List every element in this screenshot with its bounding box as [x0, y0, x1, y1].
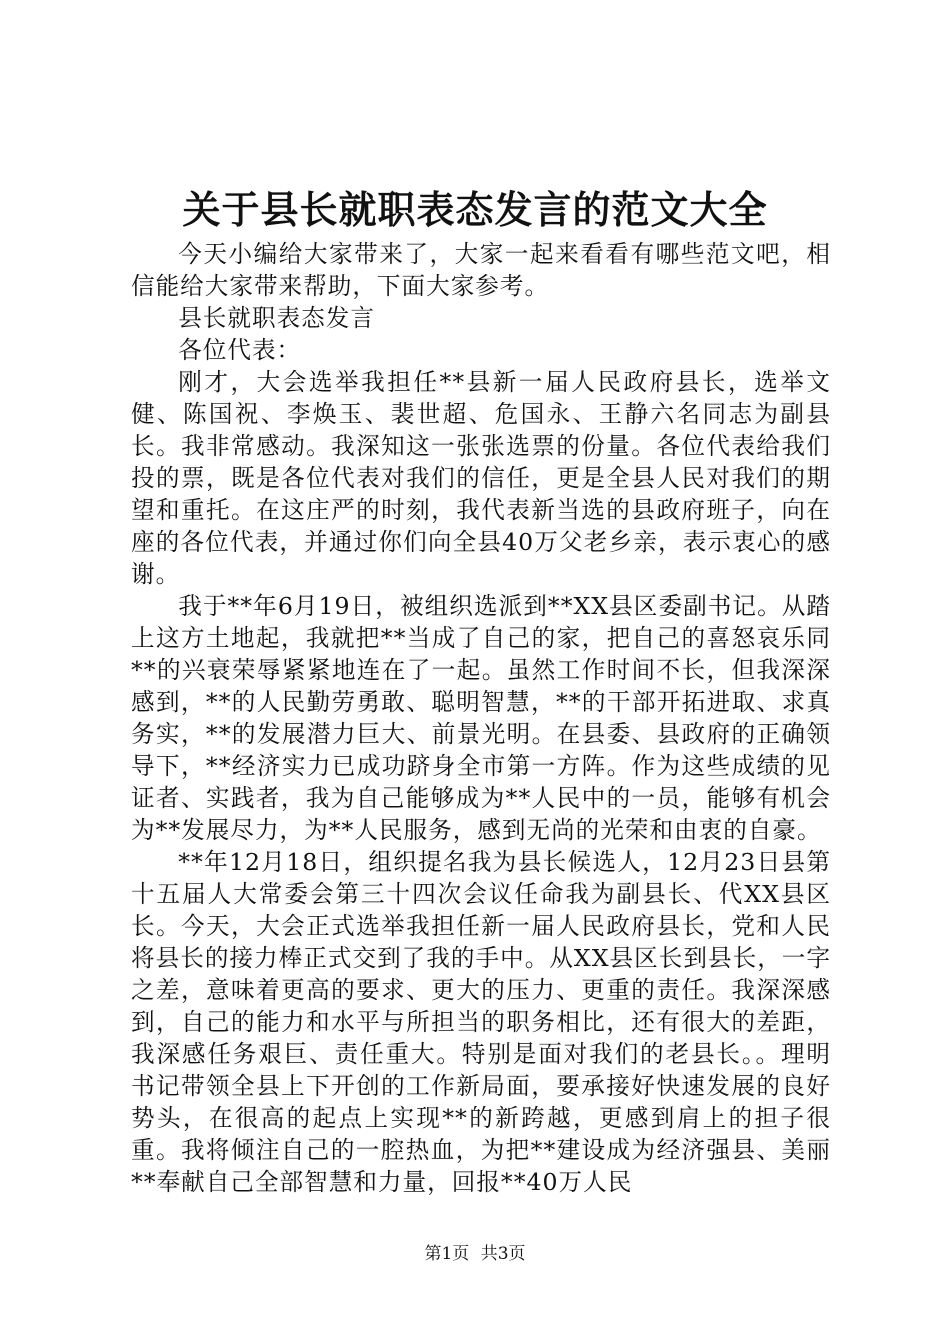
page-footer [0, 1242, 950, 1266]
document-title: 关于县长就职表态发言的范文大全 [182, 187, 768, 232]
page-number: 第1页 [424, 1244, 470, 1264]
section-heading: 县长就职表态发言 [178, 304, 375, 332]
body-paragraph: 刚才，大会选举我担任**县新一届人民政府县长，选举文健、陈国祝、李焕玉、裴世超、危国永、王静六名同志为副县长。我非常感动。我深知这一张张选票的份量。各位代表给我们投的票，既是各位代表对我们的信任，更是全县人民对我们的期望和重托。在这庄严的时刻，我代表新当选的县政府班子，向在座的各位代表，并通过你们向全县40万父老乡亲，表示衷心的感谢。 [131, 368, 831, 588]
page-total: 共3页 [480, 1244, 526, 1264]
body-paragraph: **年12月18日，组织提名我为县长候选人，12月23日县第十五届人大常委会第三十四次会议任命我为副县长、代XX县区长。今天，大会正式选举我担任新一届人民政府县长，党和人民将县长的接力棒正式交到了我的手中。从XX县区长到县长，一字之差，意味着更高的要求、更大的压力、更重的责任。我深深感到，自己的能力和水平与所担当的职务相比，还有很大的差距，我深感任务艰巨、责任重大。特别是面对我们的老县长。。理明书记带领全县上下开创的工作新局面，要承接好快速发展的良好势头，在很高的起点上实现**的新跨越，更感到肩上的担子很重。我将倾注自己的一腔热血，为把**建设成为经济强县、美丽**奉献自己全部智慧和力量，回报**40万人民 [131, 848, 831, 1196]
body-paragraph: 我于**年6月19日，被组织选派到**XX县区委副书记。从踏上这方土地起，我就把**当成了自己的家，把自己的喜怒哀乐同**的兴衰荣辱紧紧地连在了一起。虽然工作时间不长，但我深深感到，**的人民勤劳勇敢、聪明智慧，**的干部开拓进取、求真务实，**的发展潜力巨大、前景光明。在县委、县政府的正确领导下，**经济实力已成功跻身全市第一方阵。作为这些成绩的见证者、实践者，我为自己能够成为**人民中的一员，能够有机会为**发展尽力，为**人民服务，感到无尚的光荣和由衷的自豪。 [131, 592, 831, 844]
salutation: 各位代表： [178, 336, 302, 364]
intro-paragraph: 今天小编给大家带来了，大家一起来看看有哪些范文吧，相信能给大家带来帮助，下面大家参考。 [131, 240, 831, 300]
document-body [131, 238, 831, 1198]
